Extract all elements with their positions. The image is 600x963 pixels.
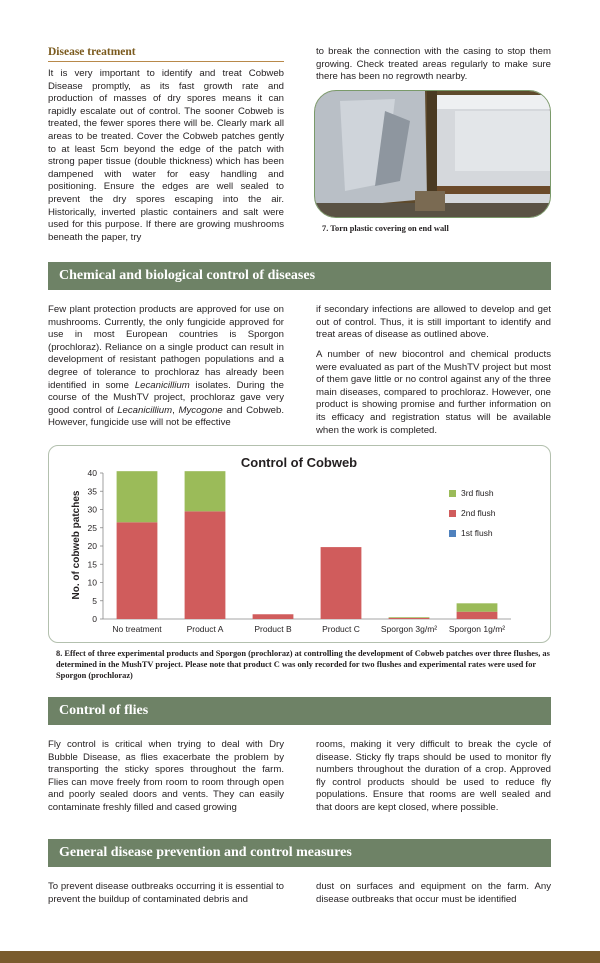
- bar-3rd-flush: [185, 471, 226, 511]
- y-tick-label: 30: [87, 504, 97, 515]
- bar-2nd-flush: [321, 547, 362, 619]
- bar-3rd-flush: [457, 603, 498, 611]
- x-category-label: Product A: [186, 624, 224, 634]
- disease-treatment-left-text: It is very important to identify and treat Cobweb Disease promptly, as its fast growth rate and production of masses of dry spores means it can rapidly escalate out of control. The sooner Cobweb is treated, the fewer spores there will be. Clearly mark all areas to be treated. Cover the Cobweb patches gently to at least 5cm beyond the edge of the patch with strong paper tissue (double thickness) which has been dampened with water for easy handling and positioning. Ensure the edges are well sealed to prevent the dry spores escaping into the air. Historically, inverted plastic containers and salt were used for this purpose. If there are growing mushrooms beneath the paper, try: [48, 68, 284, 243]
- y-tick-label: 20: [87, 541, 97, 551]
- bar-2nd-flush: [253, 614, 294, 619]
- y-tick-label: 35: [87, 486, 97, 497]
- y-tick-label: 5: [92, 595, 97, 606]
- legend-label: 2nd flush: [461, 508, 496, 518]
- y-tick-label: 40: [87, 468, 97, 478]
- prevention-section-title: General disease prevention and control measures: [48, 839, 551, 867]
- chemical-left-text: Few plant protection products are approved for use on mushrooms. Currently, the only fungicide approved for use in most European countries is Sporgon (prochloraz). Reliance on a single product can result in development of resistant pathogen populations and a degree of tolerance to prochloraz has already been identified in some Lecanicillium isolates. During the course of the MushTV project, prochloraz gave very good control of Lecanicillium, Mycogone and Cobweb. However, fungicide use will not be effective: [48, 304, 284, 429]
- x-category-label: No treatment: [112, 624, 162, 634]
- chart-y-axis-label: No. of cobweb patches: [71, 490, 82, 600]
- cobweb-chart: [49, 446, 549, 641]
- disease-treatment-heading: Disease treatment: [48, 46, 136, 58]
- y-tick-label: 15: [87, 559, 97, 570]
- chart-caption: 8. Effect of three experimental products and Sporgon (prochloraz) at controlling the development of Cobweb patches over three flushes, as determined in the MushTV project. Please note that product C was only recorded for two flushes and experimental rates were used for Sporgon (prochloraz): [56, 649, 550, 680]
- bar-2nd-flush: [117, 522, 158, 619]
- y-tick-label: 0: [92, 614, 97, 624]
- footer-bar: [0, 951, 600, 963]
- chemical-section-title: Chemical and biological control of diseases: [48, 262, 551, 290]
- legend-swatch: [449, 510, 456, 517]
- bar-2nd-flush: [389, 618, 430, 619]
- legend-label: 3rd flush: [461, 488, 494, 498]
- flies-section-title: Control of flies: [48, 697, 551, 725]
- photo-caption: 7. Torn plastic covering on end wall: [322, 224, 449, 233]
- chemical-right-text-1: if secondary infections are allowed to develop and get out of control. Thus, it is still important to identify and treat areas of disease as outlined above.: [316, 304, 551, 341]
- bar-2nd-flush: [185, 511, 226, 619]
- x-category-label: Sporgon 3g/m²: [380, 624, 438, 634]
- prevention-left-text: To prevent disease outbreaks occurring it is essential to prevent the buildup of contaminated debris and: [48, 881, 284, 905]
- x-category-label: Product B: [254, 624, 292, 634]
- torn-plastic-photo: [314, 90, 551, 218]
- cobweb-chart-frame: [48, 445, 551, 643]
- legend-swatch: [449, 530, 456, 537]
- y-tick-label: 10: [87, 577, 97, 588]
- chemical-right-text-2: A number of new biocontrol and chemical products were evaluated as part of the MushTV project but most of them gave little or no control against any of the three main diseases, compared to prochloraz. However, one product is showing promise and further information on its efficacy and registration status will be available when the work is completed.: [316, 349, 551, 436]
- flies-right-text: rooms, making it very difficult to break the cycle of disease. Sticky fly traps should be used to monitor fly numbers throughout the duration of a crop. Approved fly control products should be used to reduce fly populations. Ensure that rooms are well sealed and that doors are kept closed, where possible.: [316, 739, 551, 813]
- flies-left-text: Fly control is critical when trying to deal with Dry Bubble Disease, as flies exacerbate the problem by transporting the sticky spores throughout the farm. Flies can move freely from room to room through open and poorly sealed doors and vents. They can easily contaminate freshly filled and cased growing: [48, 739, 284, 813]
- x-category-label: Sporgon 1g/m²: [448, 624, 506, 634]
- chart-title: Control of Cobweb: [240, 455, 358, 470]
- legend-label: 1st flush: [461, 528, 493, 538]
- photo-illustration: [315, 91, 551, 218]
- bar-2nd-flush: [457, 612, 498, 619]
- disease-treatment-right-text: to break the connection with the casing to stop them growing. Check treated areas regularly to make sure there has been no regrowth nearby.: [316, 46, 551, 83]
- bar-3rd-flush: [389, 617, 430, 618]
- heading-rule: [48, 61, 284, 62]
- legend-swatch: [449, 490, 456, 497]
- y-tick-label: 25: [87, 522, 97, 533]
- x-category-label: Product C: [322, 624, 360, 634]
- bar-3rd-flush: [117, 471, 158, 522]
- prevention-right-text: dust on surfaces and equipment on the farm. Any disease outbreaks that occur must be identified: [316, 881, 551, 905]
